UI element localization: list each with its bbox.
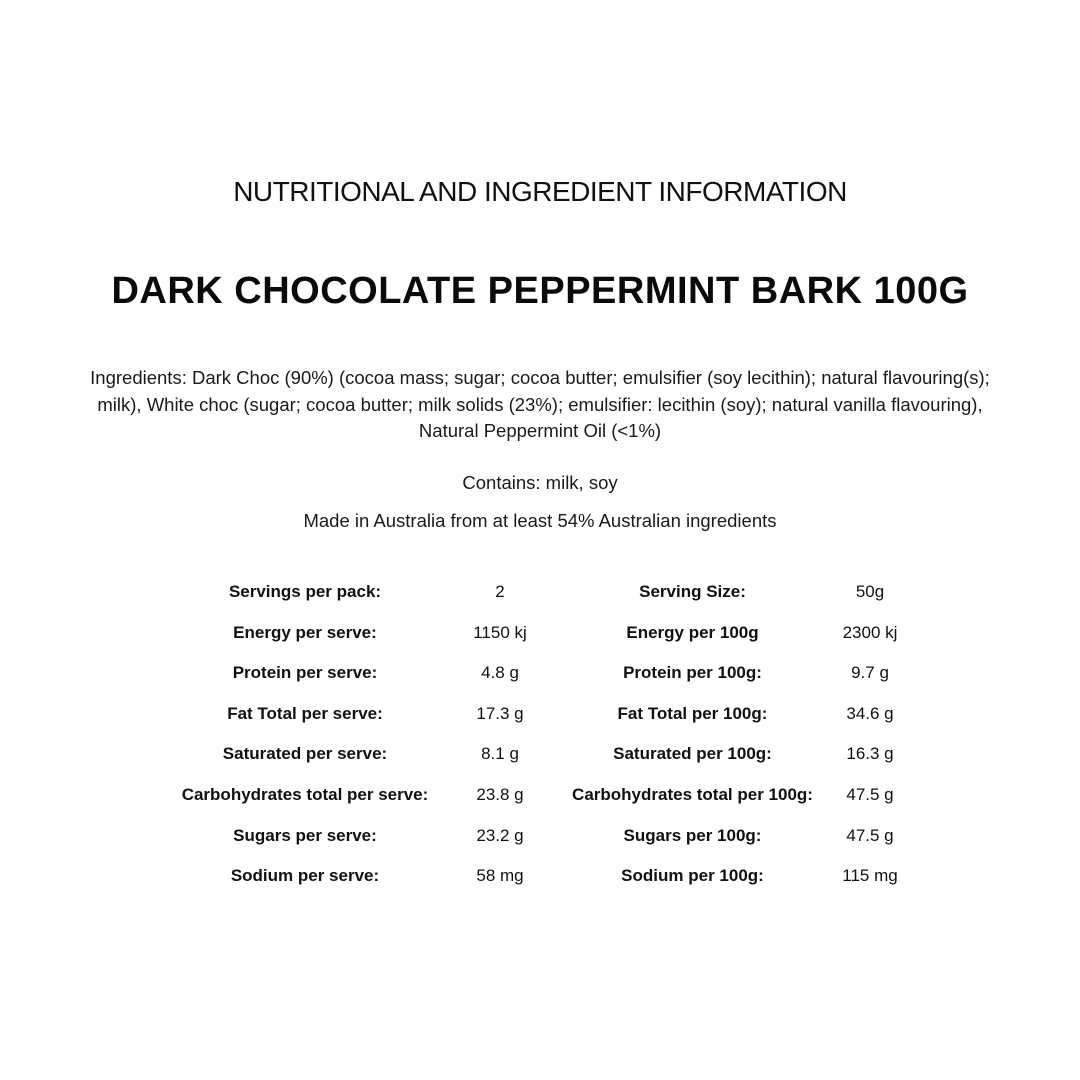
nutrition-label-per-100g: Energy per 100g (626, 622, 759, 642)
nutrition-value-per-100g: 34.6 g (846, 703, 894, 723)
nutrition-value-per-100g: 50g (855, 582, 885, 601)
ingredients-line-3: Natural Peppermint Oil (<1%) (418, 420, 662, 441)
ingredients-line-2: milk), White choc (sugar; cocoa butter; milk solids (23%); emulsifier: lecithin (soy); natural vanilla flavouring), (97, 393, 983, 415)
nutrition-label-per-serve: Carbohydrates total per serve: (181, 784, 429, 804)
origin-statement: Made in Australia from at least 54% Australian ingredients (303, 510, 777, 531)
nutrition-label-per-serve: Sodium per serve: (230, 866, 380, 886)
nutrition-label-per-100g: Protein per 100g: (623, 663, 762, 683)
nutrition-label-per-100g: Serving Size: (639, 582, 746, 601)
nutrition-value-per-100g: 115 mg (842, 866, 898, 886)
nutrition-row (150, 775, 930, 816)
nutrition-row (150, 572, 930, 613)
nutrition-row (150, 613, 930, 654)
nutrition-row (150, 653, 930, 694)
nutrition-label-per-serve: Sugars per serve: (233, 825, 377, 845)
allergen-statement: Contains: milk, soy (462, 472, 618, 493)
nutrition-label-per-serve: Energy per serve: (233, 622, 377, 642)
nutrition-label-per-100g: Sugars per 100g: (623, 825, 762, 845)
nutrition-label-per-100g: Sodium per 100g: (621, 866, 764, 886)
nutrition-value-per-100g: 2300 kj (842, 622, 898, 642)
nutrition-row (150, 734, 930, 775)
nutrition-value-per-serve: 23.2 g (476, 825, 524, 845)
nutrition-value-per-serve: 2 (495, 582, 505, 601)
nutrition-value-per-serve: 58 mg (476, 866, 524, 886)
product-title: DARK CHOCOLATE PEPPERMINT BARK 100G (111, 270, 969, 312)
nutrition-label-per-100g: Saturated per 100g: (613, 744, 772, 764)
nutrition-value-per-serve: 8.1 g (481, 744, 519, 764)
nutrition-value-per-serve: 17.3 g (476, 703, 524, 723)
nutrition-label-per-100g: Fat Total per 100g: (617, 703, 768, 723)
page-subtitle: NUTRITIONAL AND INGREDIENT INFORMATION (233, 176, 847, 207)
nutrition-label-per-serve: Servings per pack: (228, 582, 382, 601)
ingredients-text (40, 365, 1040, 445)
nutrition-table (150, 572, 930, 897)
nutrition-row (150, 856, 930, 897)
nutrition-value-per-100g: 9.7 g (851, 663, 889, 683)
nutrition-label-per-serve: Protein per serve: (232, 663, 378, 683)
nutrition-value-per-serve: 1150 kj (473, 622, 527, 642)
nutrition-value-per-serve: 23.8 g (476, 784, 524, 804)
nutrition-label-per-serve: Fat Total per serve: (227, 703, 383, 723)
nutrition-value-per-100g: 16.3 g (846, 744, 894, 764)
nutrition-value-per-100g: 47.5 g (846, 825, 894, 845)
nutrition-value-per-100g: 47.5 g (846, 784, 894, 804)
nutrition-label-per-serve: Saturated per serve: (222, 744, 388, 764)
ingredients-line-1: Ingredients: Dark Choc (90%) (cocoa mass; sugar; cocoa butter; emulsifier (soy lecithin); natural flavouring(s); (90, 367, 990, 388)
nutrition-value-per-serve: 4.8 g (481, 663, 519, 683)
nutrition-label-per-100g: Carbohydrates total per 100g: (572, 784, 813, 804)
nutrition-row (150, 694, 930, 735)
nutrition-row (150, 816, 930, 857)
